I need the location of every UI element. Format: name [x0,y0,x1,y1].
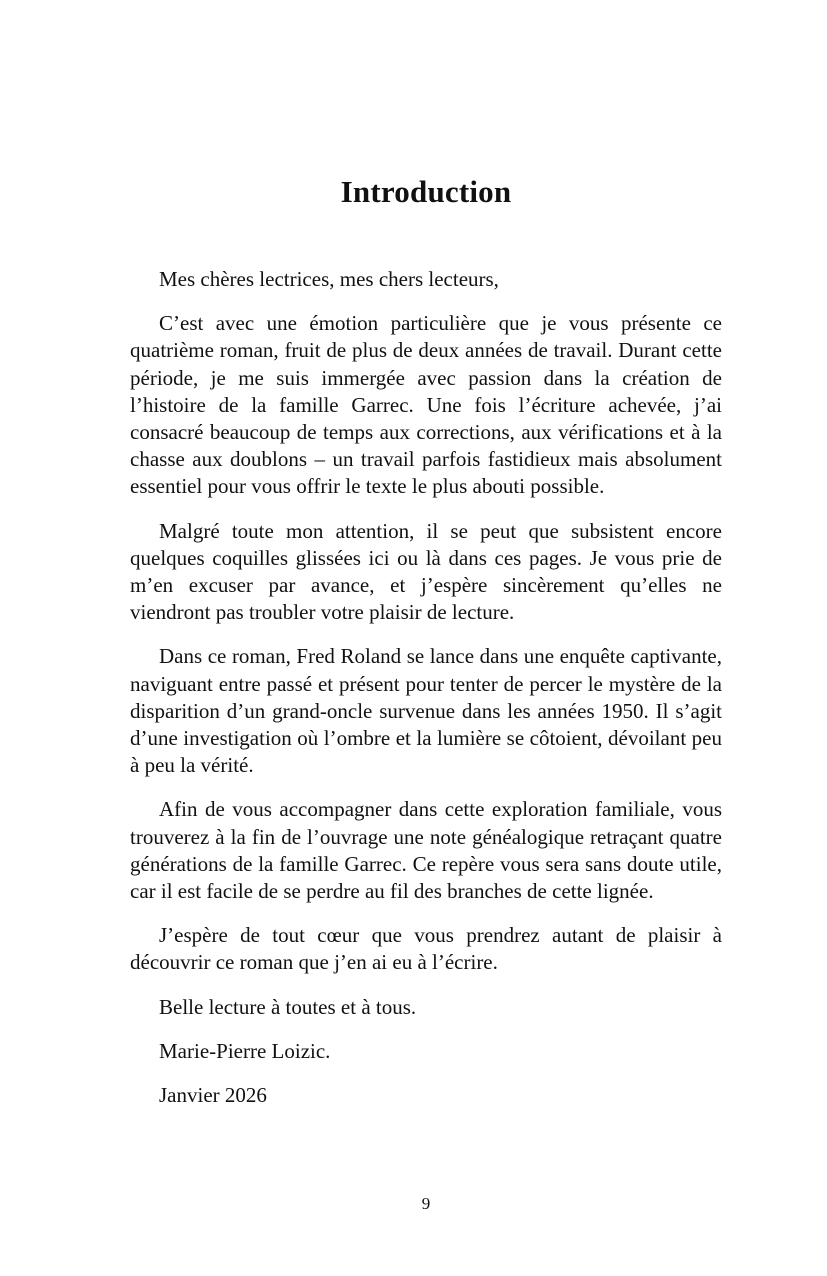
body-paragraph: J’espère de tout cœur que vous prendrez autant de plaisir à découvrir ce roman que j’en ai eu à l’écrire. [130,923,722,975]
page-number: 9 [421,1194,431,1213]
salutation-paragraph: Mes chères lectrices, mes chers lecteurs, [159,267,499,291]
body-paragraph: Afin de vous accompagner dans cette exploration familiale, vous trouverez à la fin de l’ouvrage une note généalogique retraçant quatre générations de la famille Garrec. Ce repère vous sera sans doute utile, car il est facile de se perdre au fil des branches de cette lignée. [130,797,722,904]
author-signature: Marie-Pierre Loizic. [159,1038,331,1063]
body-paragraph: C’est avec une émotion particulière que je vous présente ce quatrième roman, fruit de plus de deux années de travail. Durant cette période, je me suis immergée avec passion dans la création de l’histoire de la famille Garrec. Une fois l’écriture achevée, j’ai consacré beaucoup de temps aux corrections, aux vérifications et à la chasse aux doublons – un travail parfois fastidieux mais absolument essentiel pour vous offrir le texte le plus abouti possible. [130,311,722,499]
closing-line: Belle lecture à toutes et à tous. [159,994,417,1019]
body-paragraph: Malgré toute mon attention, il se peut que subsistent encore quelques coquilles glissées ici ou là dans ces pages. Je vous prie de m’en excuser par avance, et j’espère sincèrement qu’elles ne viendront pas troubler votre plaisir de lecture. [130,518,722,625]
introduction-text [130,266,722,1126]
body-paragraph: Dans ce roman, Fred Roland se lance dans une enquête captivante, naviguant entre passé et présent pour tenter de percer le mystère de la disparition d’un grand-oncle survenue dans les années 1950. Il s’agit d’une investigation où l’ombre et la lumière se côtoient, dévoilant peu à peu la vérité. [130,644,722,778]
chapter-title: Introduction [340,174,512,209]
date-line: Janvier 2026 [159,1083,267,1108]
book-page [130,0,722,1276]
